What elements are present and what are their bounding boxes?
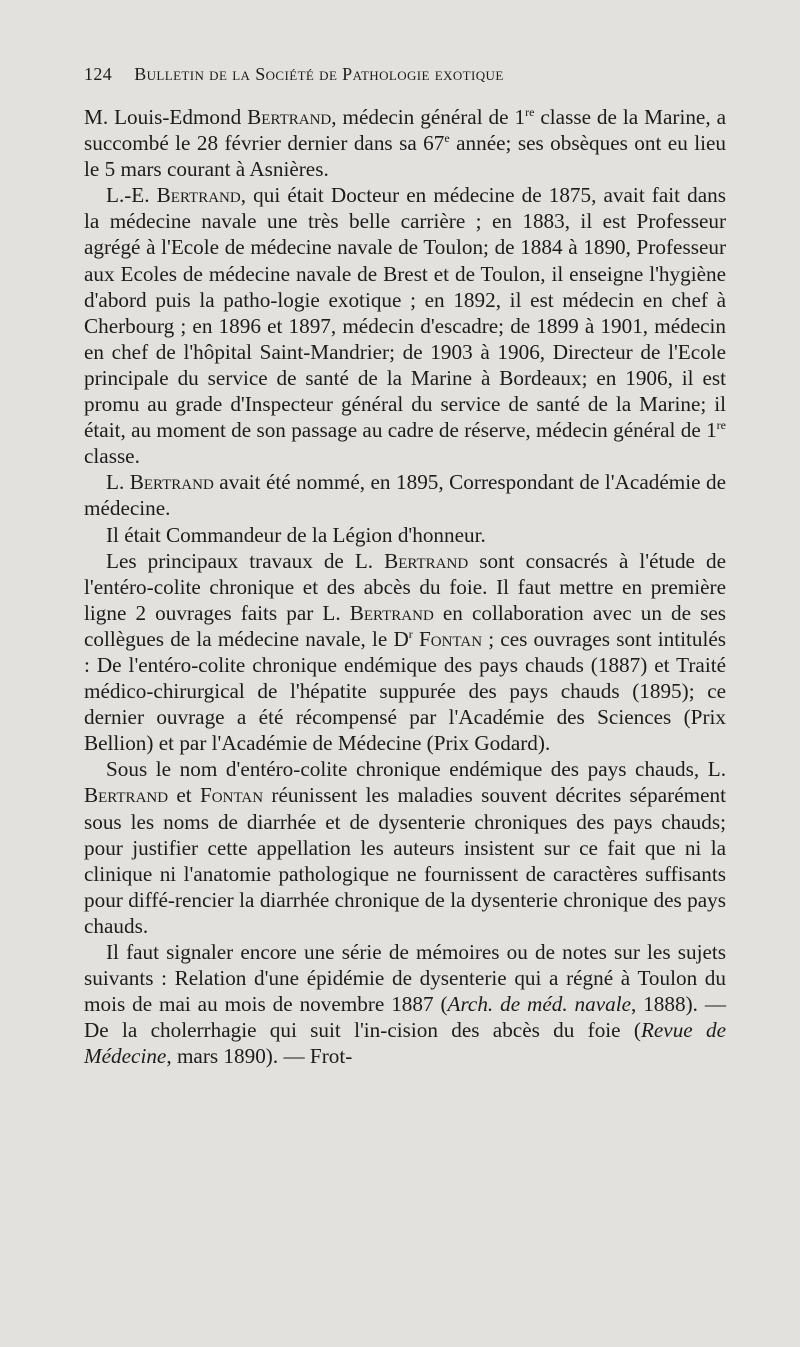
text-run: Sous le nom d'entéro-colite chronique endémique des pays chauds, L.	[106, 757, 726, 782]
superscript: re	[525, 105, 535, 119]
text-run: , qui était Docteur en médecine de 1875, avait fait dans la médecine navale une très belle carrière ; en 1883, il est Professeur agrégé à l'Ecole de médecine navale de Toulon; de 1884 à 1890, Professeur aux Ecoles de médecine navale de Brest et de Toulon, il enseigne l'hygiène d'abord puis la patho-logie exotique ; en 1892, il est médecin en chef à Cherbourg ; en 1896 et 1897, médecin d'escadre; de 1899 à 1901, médecin en chef de l'hôpital Saint-Mandrier; de 1903 à 1906, Directeur de l'Ecole principale du service de santé de la Marine à Bordeaux; en 1906, il est promu au grade d'Inspecteur général du service de santé de la Marine; il était, au moment de son passage au cadre de réserve, médecin général de 1	[84, 183, 726, 443]
person-name: Bertrand	[384, 548, 469, 573]
text-run: classe.	[84, 444, 140, 469]
running-header	[84, 64, 724, 85]
text-run: avait été nommé, en 1895, Correspondant de l'Académie de médecine.	[84, 470, 726, 521]
text-run: réunissent les maladies souvent décrites séparément sous les noms de diarrhée et de dysenterie chroniques des pays chauds; pour justifier cette appellation les auteurs insistent sur ce fait que ni la clinique ni l'anatomie pathologique ne fournissent de caractères suffisants pour diffé-rencier la diarrhée chronique de la dysenterie chronique des pays chauds.	[84, 783, 727, 938]
text-run: M. Louis-Edmond	[84, 105, 248, 129]
superscript: e	[444, 131, 450, 146]
person-name: Bertrand	[156, 183, 241, 208]
paragraph-3	[84, 469, 726, 521]
text-run: , mars 1890). — Frot-	[166, 1044, 353, 1069]
text-run: ; ces ouvrages sont intitulés : De l'entéro-colite chronique endémique des pays chauds (1887) et Traité médico-chirurgical de l'hépatite suppurée des pays chauds (1895); ce dernier ouvrage a été récompensé par l'Académie des Sciences (Prix Bellion) et par l'Académie de Médecine (Prix Godard).	[84, 626, 726, 756]
text-run: , médecin général de 1	[331, 105, 526, 129]
text-run: Les principaux travaux de L.	[106, 548, 385, 573]
text-run: Il était Commandeur de la Légion d'honneur.	[106, 522, 486, 547]
page-number: 124	[84, 64, 113, 84]
text-run: classe de la Marine, a succombé le 28 février dernier dans sa 67	[84, 105, 726, 156]
journal-title: Bulletin de la Société de Pathologie exotique	[134, 64, 504, 84]
person-name: Bertrand	[349, 600, 434, 625]
person-name: Bertrand	[129, 470, 214, 495]
person-name: Bertrand	[84, 783, 169, 808]
superscript: re	[716, 418, 726, 433]
paragraph-7	[84, 939, 726, 1069]
citation-title: Revue de Médecine	[84, 1018, 727, 1069]
text-run: sont consacrés à l'étude de l'entéro-colite chronique et des abcès du foie. Il faut mettre en première ligne 2 ouvrages faits par L.	[84, 548, 726, 625]
text-run: et	[168, 783, 201, 808]
paragraph-5	[84, 548, 726, 757]
person-name: Fontan	[412, 626, 483, 651]
person-name: Bertrand	[247, 105, 332, 129]
superscript: r	[408, 626, 413, 641]
paragraph-1	[84, 104, 726, 182]
article-body	[84, 104, 726, 1069]
citation-title: Arch. de méd. navale	[447, 992, 631, 1017]
text-run: , 1888). — De la cholerrhagie qui suit l'in-cision des abcès du foie (	[84, 992, 727, 1043]
paragraph-4	[84, 522, 726, 548]
paragraph-2	[84, 182, 726, 469]
text-run: L.-E.	[106, 183, 157, 208]
text-run: en collaboration avec un de ses collègues de la médecine navale, le D	[84, 600, 726, 651]
text-run: L.	[106, 470, 130, 495]
paragraph-6	[84, 756, 726, 939]
text-run: Il faut signaler encore une série de mémoires ou de notes sur les sujets suivants : Relation d'une épidémie de dysenterie qui a régné à Toulon du mois de mai au mois de novembre 1887 (	[84, 940, 726, 1017]
person-name: Fontan	[200, 783, 264, 808]
text-run: année; ses obsèques ont eu lieu le 5 mars courant à Asnières.	[84, 131, 726, 182]
